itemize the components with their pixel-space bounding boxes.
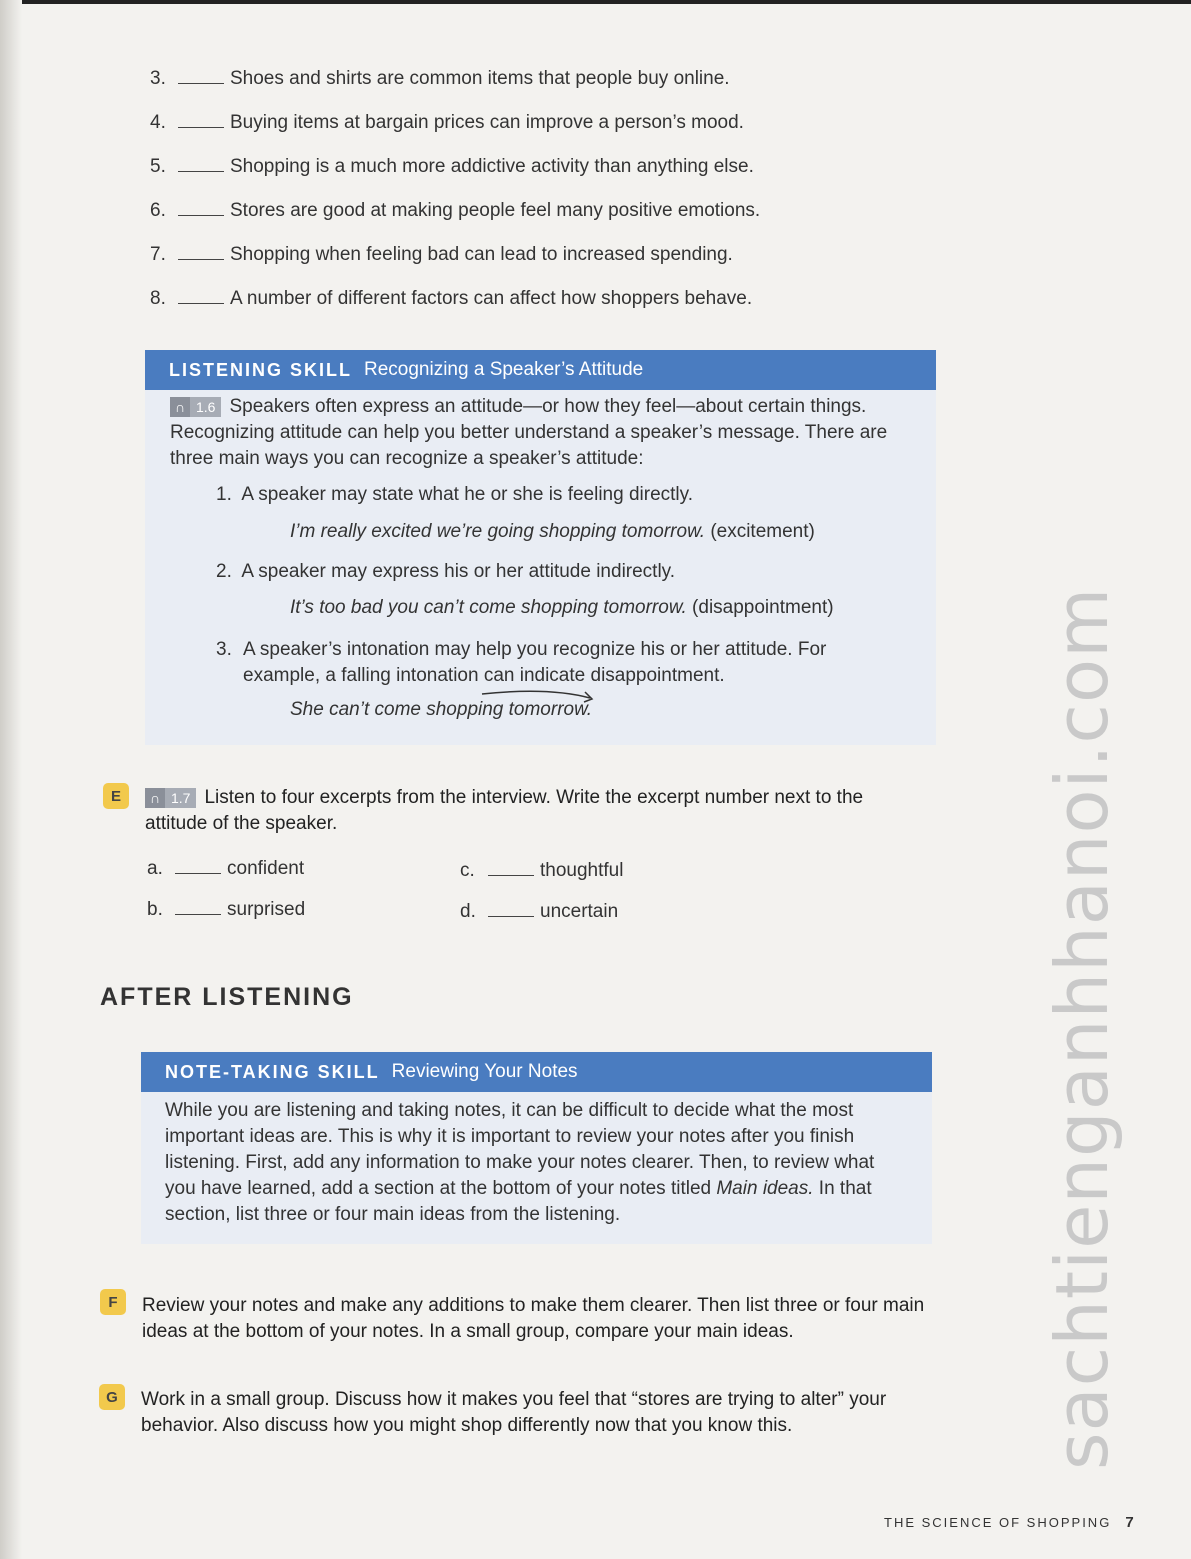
- option-d: d. uncertain: [460, 901, 619, 922]
- statement-7: 7. Shopping when feeling bad can lead to increased spending.: [150, 244, 733, 265]
- exercise-g-instruction: Work in a small group. Discuss how it makes you feel that “stores are trying to alter” your behavior. Also discuss how you might shop differently now that you know this.: [141, 1389, 887, 1436]
- statement-8: 8. A number of different factors can affect how shoppers behave.: [150, 288, 753, 309]
- statement-4: 4. Buying items at bargain prices can improve a person’s mood.: [150, 112, 744, 133]
- exercise-f-instruction: Review your notes and make any additions to make them clearer. Then list three or four main ideas at the bottom of your notes. In a small group, compare your main ideas.: [142, 1295, 925, 1342]
- exercise-f-badge: F: [100, 1289, 126, 1315]
- option-c: c. thoughtful: [460, 860, 624, 881]
- note-taking-text: While you are listening and taking notes, it can be difficult to decide what the most important ideas are. This is why it is important to review your notes after you finish listening. First, add any information to make your notes clearer. Then, to review what you have learned, add a section at the bottom of your notes titled Main ideas. In that section, list three or four main ideas from the listening.: [165, 1100, 875, 1225]
- answer-blank[interactable]: [178, 169, 224, 172]
- statement-3: 3. Shoes and shirts are common items that people buy online.: [150, 68, 730, 89]
- section-title: AFTER LISTENING: [100, 983, 354, 1011]
- skill-example-1: I’m really excited we’re going shopping tomorrow. (excitement): [290, 521, 815, 542]
- option-a: a. confident: [147, 858, 305, 879]
- exercise-g-badge: G: [99, 1384, 125, 1410]
- answer-blank[interactable]: [175, 912, 221, 915]
- answer-blank[interactable]: [178, 125, 224, 128]
- page-binding-shadow: [0, 0, 22, 1559]
- page-top-edge: [0, 0, 1191, 4]
- exercise-e-instruction: ∩ 1.7 Listen to four excerpts from the interview. Write the excerpt number next to the attitude of the speaker.: [145, 787, 864, 834]
- skill-example-2: It’s too bad you can’t come shopping tomorrow. (disappointment): [290, 597, 834, 618]
- page-footer: THE SCIENCE OF SHOPPING 7: [884, 1514, 1134, 1531]
- exercise-e-badge: E: [103, 783, 129, 809]
- note-taking-skill-header: NOTE-TAKING SKILL Reviewing Your Notes: [141, 1052, 932, 1092]
- answer-blank[interactable]: [488, 873, 534, 876]
- answer-blank[interactable]: [178, 213, 224, 216]
- headphones-icon: ∩: [170, 397, 190, 417]
- listening-skill-header: LISTENING SKILL Recognizing a Speaker’s Attitude: [145, 350, 936, 390]
- answer-blank[interactable]: [178, 301, 224, 304]
- statement-6: 6. Stores are good at making people feel many positive emotions.: [150, 200, 761, 221]
- skill-point-1: 1. A speaker may state what he or she is feeling directly.: [216, 484, 694, 505]
- answer-blank[interactable]: [175, 871, 221, 874]
- page-number: 7: [1125, 1514, 1134, 1531]
- skill-point-2: 2. A speaker may express his or her attitude indirectly.: [216, 561, 676, 582]
- answer-blank[interactable]: [178, 81, 224, 84]
- headphones-icon: ∩: [145, 788, 165, 808]
- answer-blank[interactable]: [488, 914, 534, 917]
- skill-point-3: 3. A speaker’s intonation may help you recognize his or her attitude. For example, a falling intonation can indicate disappointment.: [216, 639, 827, 686]
- watermark: sachtienganhhanoi.com: [1040, 586, 1124, 1470]
- statement-5: 5. Shopping is a much more addictive activity than anything else.: [150, 156, 754, 177]
- audio-track-badge[interactable]: ∩ 1.6: [170, 397, 221, 417]
- falling-intonation-arrow: [480, 686, 600, 706]
- answer-blank[interactable]: [178, 257, 224, 260]
- audio-track-badge[interactable]: ∩ 1.7: [145, 788, 196, 808]
- skill-example-3: She can’t come shopping tomorrow.: [290, 699, 593, 720]
- listening-skill-intro: ∩ 1.6 Speakers often express an attitude—or how they feel—about certain things. Recognizing attitude can help you better understand a speaker’s message. There are three main ways you can recognize a speaker’s attitude:: [170, 396, 888, 469]
- option-b: b. surprised: [147, 899, 306, 920]
